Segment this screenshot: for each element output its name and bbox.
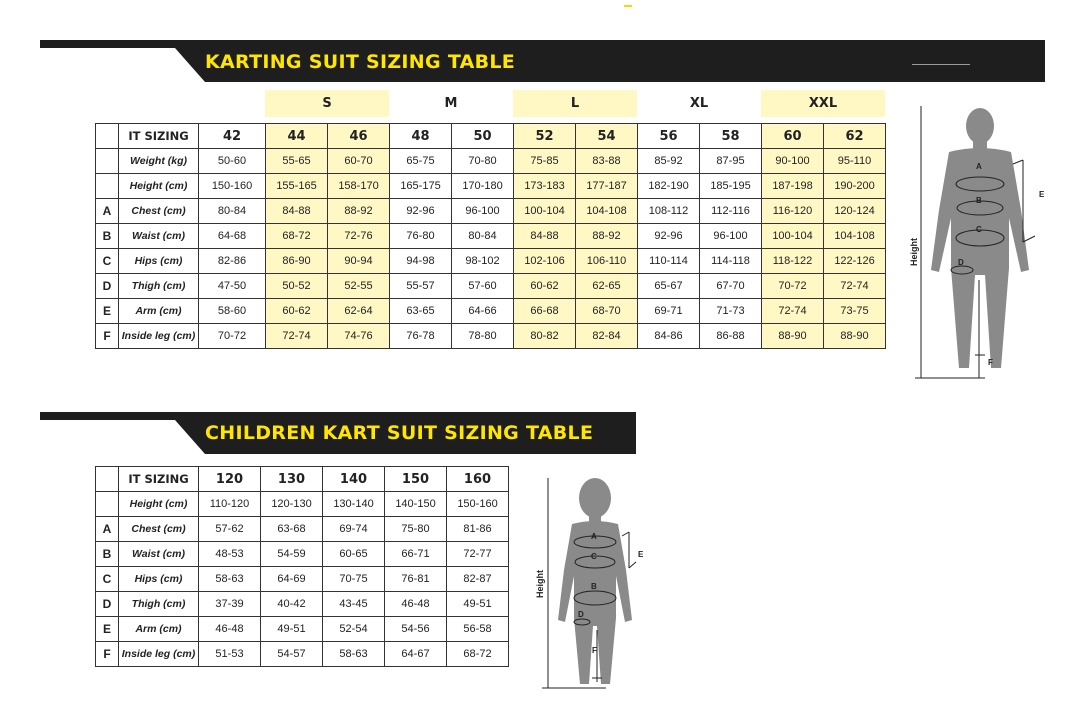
table-cell: 67-70 <box>700 274 762 299</box>
table-cell: 54-57 <box>261 642 323 667</box>
table-cell: 150-160 <box>199 174 266 199</box>
table-cell: 52-54 <box>323 617 385 642</box>
adult-sizing-table <box>95 123 886 349</box>
table-row <box>96 174 886 199</box>
table-cell: 58-63 <box>323 642 385 667</box>
table-cell: 82-86 <box>199 249 266 274</box>
table-cell: 112-116 <box>700 199 762 224</box>
row-code: D <box>96 592 119 617</box>
table-cell: 66-71 <box>385 542 447 567</box>
measure-name: Height (cm) <box>119 492 199 517</box>
table-cell: 120-130 <box>261 492 323 517</box>
table-cell: 64-66 <box>452 299 514 324</box>
table-row <box>96 324 886 349</box>
measure-name: Arm (cm) <box>119 299 199 324</box>
table-cell: 72-76 <box>328 224 390 249</box>
table-cell: 73-75 <box>824 299 886 324</box>
measure-name: Thigh (cm) <box>119 274 199 299</box>
adult-table-banner <box>0 40 1077 82</box>
table-cell: 150-160 <box>447 492 509 517</box>
table-cell: 158-170 <box>328 174 390 199</box>
measure-name: Hips (cm) <box>119 567 199 592</box>
table-cell: 88-90 <box>762 324 824 349</box>
size-cell: 56 <box>638 124 700 149</box>
table-row <box>96 542 509 567</box>
table-cell: 52-55 <box>328 274 390 299</box>
table-cell: 87-95 <box>700 149 762 174</box>
size-cell: 140 <box>323 467 385 492</box>
table-cell: 84-86 <box>638 324 700 349</box>
table-row <box>96 517 509 542</box>
table-cell: 102-106 <box>514 249 576 274</box>
table-cell: 48-53 <box>199 542 261 567</box>
table-cell: 90-100 <box>762 149 824 174</box>
table-cell: 72-77 <box>447 542 509 567</box>
table-cell: 84-88 <box>514 224 576 249</box>
table-row <box>96 617 509 642</box>
table-cell: 80-84 <box>199 199 266 224</box>
table-cell: 90-94 <box>328 249 390 274</box>
table-cell: 60-65 <box>323 542 385 567</box>
table-row <box>96 299 886 324</box>
size-cell: 120 <box>199 467 261 492</box>
table-cell: 40-42 <box>261 592 323 617</box>
table-cell: 116-120 <box>762 199 824 224</box>
figure-label-d: D <box>578 610 584 619</box>
table-cell: 74-76 <box>328 324 390 349</box>
row-code: F <box>96 642 119 667</box>
table-cell: 173-183 <box>514 174 576 199</box>
adult-table-title: KARTING SUIT SIZING TABLE <box>205 51 516 73</box>
row-code <box>96 492 119 517</box>
figure-label-b: B <box>976 196 982 205</box>
table-cell: 88-90 <box>824 324 886 349</box>
table-cell: 51-53 <box>199 642 261 667</box>
row-code <box>96 124 119 149</box>
row-code: E <box>96 617 119 642</box>
table-cell: 88-92 <box>576 224 638 249</box>
table-cell: 69-71 <box>638 299 700 324</box>
measure-name: Arm (cm) <box>119 617 199 642</box>
table-cell: 68-72 <box>447 642 509 667</box>
table-cell: 98-102 <box>452 249 514 274</box>
table-cell: 80-84 <box>452 224 514 249</box>
measure-name: Inside leg (cm) <box>119 642 199 667</box>
figure-label-c: C <box>976 225 982 234</box>
row-code: C <box>96 567 119 592</box>
size-cell: 50 <box>452 124 514 149</box>
size-group-xl: XL <box>689 96 709 111</box>
size-cell: 42 <box>199 124 266 149</box>
size-group-xxl: XXL <box>761 90 885 117</box>
table-cell: 70-75 <box>323 567 385 592</box>
table-cell: 58-63 <box>199 567 261 592</box>
row-code <box>96 467 119 492</box>
table-cell: 88-92 <box>328 199 390 224</box>
table-cell: 165-175 <box>390 174 452 199</box>
table-cell: 60-70 <box>328 149 390 174</box>
measure-name: Waist (cm) <box>119 224 199 249</box>
size-cell: 150 <box>385 467 447 492</box>
table-row <box>96 492 509 517</box>
row-code: A <box>96 199 119 224</box>
table-row <box>96 274 886 299</box>
figure-label-b: B <box>591 582 597 591</box>
table-cell: 72-74 <box>762 299 824 324</box>
table-cell: 76-78 <box>390 324 452 349</box>
row-code: A <box>96 517 119 542</box>
figure-label-f: F <box>592 646 597 655</box>
table-cell: 122-126 <box>824 249 886 274</box>
table-cell: 92-96 <box>638 224 700 249</box>
size-cell: 60 <box>762 124 824 149</box>
table-cell: 54-56 <box>385 617 447 642</box>
table-cell: 50-52 <box>266 274 328 299</box>
table-cell: 118-122 <box>762 249 824 274</box>
table-cell: 130-140 <box>323 492 385 517</box>
table-cell: 66-68 <box>514 299 576 324</box>
row-code <box>96 174 119 199</box>
table-cell: 104-108 <box>824 224 886 249</box>
table-cell: 78-80 <box>452 324 514 349</box>
row-code <box>96 149 119 174</box>
row-code: D <box>96 274 119 299</box>
table-cell: 47-50 <box>199 274 266 299</box>
table-cell: 170-180 <box>452 174 514 199</box>
size-cell: 54 <box>576 124 638 149</box>
figure-label-a: A <box>976 162 982 171</box>
table-cell: 68-72 <box>266 224 328 249</box>
size-cell: 46 <box>328 124 390 149</box>
measure-name: Hips (cm) <box>119 249 199 274</box>
table-cell: 64-67 <box>385 642 447 667</box>
table-cell: 110-114 <box>638 249 700 274</box>
measure-name: Chest (cm) <box>119 517 199 542</box>
measure-name: Waist (cm) <box>119 542 199 567</box>
table-cell: 62-65 <box>576 274 638 299</box>
table-cell: 70-80 <box>452 149 514 174</box>
table-cell: 57-62 <box>199 517 261 542</box>
table-cell: 114-118 <box>700 249 762 274</box>
table-row <box>96 199 886 224</box>
table-cell: 72-74 <box>266 324 328 349</box>
table-cell: 177-187 <box>576 174 638 199</box>
table-cell: 84-88 <box>266 199 328 224</box>
size-group-l: L <box>513 90 637 117</box>
table-cell: 187-198 <box>762 174 824 199</box>
table-cell: 49-51 <box>447 592 509 617</box>
table-cell: 83-88 <box>576 149 638 174</box>
table-cell: 55-57 <box>390 274 452 299</box>
table-cell: 46-48 <box>199 617 261 642</box>
table-row <box>96 224 886 249</box>
table-cell: 75-85 <box>514 149 576 174</box>
figure-label-d: D <box>958 258 964 267</box>
row-code: B <box>96 224 119 249</box>
size-group-s: S <box>265 90 389 117</box>
table-cell: 80-82 <box>514 324 576 349</box>
row-code: F <box>96 324 119 349</box>
table-cell: 70-72 <box>199 324 266 349</box>
table-cell: 96-100 <box>452 199 514 224</box>
table-cell: 65-75 <box>390 149 452 174</box>
children-table-title: CHILDREN KART SUIT SIZING TABLE <box>205 422 594 444</box>
table-row <box>96 149 886 174</box>
table-cell: 63-68 <box>261 517 323 542</box>
size-cell: 62 <box>824 124 886 149</box>
figure-height-label: Height <box>909 238 919 266</box>
table-cell: 49-51 <box>261 617 323 642</box>
figure-height-label: Height <box>535 570 545 598</box>
top-accent-mark <box>624 5 632 7</box>
table-cell: 58-60 <box>199 299 266 324</box>
table-cell: 70-72 <box>762 274 824 299</box>
table-cell: 75-80 <box>385 517 447 542</box>
table-cell: 50-60 <box>199 149 266 174</box>
table-cell: 95-110 <box>824 149 886 174</box>
table-cell: 68-70 <box>576 299 638 324</box>
adult-body-figure <box>905 100 1055 385</box>
table-cell: 60-62 <box>266 299 328 324</box>
table-cell: 54-59 <box>261 542 323 567</box>
child-body-figure <box>530 470 660 695</box>
measure-name: Chest (cm) <box>119 199 199 224</box>
table-cell: 55-65 <box>266 149 328 174</box>
size-cell: 52 <box>514 124 576 149</box>
measure-name: Thigh (cm) <box>119 592 199 617</box>
figure-label-a: A <box>591 532 597 541</box>
table-cell: 86-88 <box>700 324 762 349</box>
table-cell: 82-87 <box>447 567 509 592</box>
row-code: B <box>96 542 119 567</box>
table-cell: 69-74 <box>323 517 385 542</box>
table-row <box>96 592 509 617</box>
table-cell: 104-108 <box>576 199 638 224</box>
table-cell: 64-68 <box>199 224 266 249</box>
table-cell: 96-100 <box>700 224 762 249</box>
size-cell: 44 <box>266 124 328 149</box>
table-cell: 94-98 <box>390 249 452 274</box>
table-cell: 140-150 <box>385 492 447 517</box>
table-cell: 182-190 <box>638 174 700 199</box>
table-cell: 76-80 <box>390 224 452 249</box>
table-cell: 46-48 <box>385 592 447 617</box>
measure-name: Height (cm) <box>119 174 199 199</box>
table-row <box>96 124 886 149</box>
banner-divider-line <box>912 64 970 65</box>
table-cell: 60-62 <box>514 274 576 299</box>
row-code: C <box>96 249 119 274</box>
table-cell: 71-73 <box>700 299 762 324</box>
size-cell: 58 <box>700 124 762 149</box>
table-cell: 65-67 <box>638 274 700 299</box>
table-cell: 56-58 <box>447 617 509 642</box>
size-group-m: M <box>444 96 458 111</box>
figure-label-f: F <box>988 358 993 367</box>
table-cell: 86-90 <box>266 249 328 274</box>
size-cell: 130 <box>261 467 323 492</box>
size-cell: 48 <box>390 124 452 149</box>
table-row <box>96 467 509 492</box>
table-cell: 43-45 <box>323 592 385 617</box>
table-cell: 100-104 <box>762 224 824 249</box>
adult-silhouette <box>905 100 1055 385</box>
size-label: IT SIZING <box>119 124 199 149</box>
row-code: E <box>96 299 119 324</box>
table-cell: 106-110 <box>576 249 638 274</box>
table-cell: 37-39 <box>199 592 261 617</box>
table-row <box>96 567 509 592</box>
table-cell: 64-69 <box>261 567 323 592</box>
table-cell: 155-165 <box>266 174 328 199</box>
children-table-banner <box>0 412 640 454</box>
table-cell: 190-200 <box>824 174 886 199</box>
figure-label-e: E <box>1039 190 1045 199</box>
figure-label-e: E <box>638 550 644 559</box>
table-cell: 85-92 <box>638 149 700 174</box>
table-cell: 63-65 <box>390 299 452 324</box>
size-cell: 160 <box>447 467 509 492</box>
size-label: IT SIZING <box>119 467 199 492</box>
table-cell: 76-81 <box>385 567 447 592</box>
table-row <box>96 642 509 667</box>
table-cell: 62-64 <box>328 299 390 324</box>
table-cell: 120-124 <box>824 199 886 224</box>
table-row <box>96 249 886 274</box>
table-cell: 92-96 <box>390 199 452 224</box>
table-cell: 57-60 <box>452 274 514 299</box>
table-cell: 110-120 <box>199 492 261 517</box>
measure-name: Inside leg (cm) <box>119 324 199 349</box>
figure-label-c: C <box>591 552 597 561</box>
table-cell: 185-195 <box>700 174 762 199</box>
table-cell: 72-74 <box>824 274 886 299</box>
table-cell: 100-104 <box>514 199 576 224</box>
table-cell: 108-112 <box>638 199 700 224</box>
table-cell: 82-84 <box>576 324 638 349</box>
table-cell: 81-86 <box>447 517 509 542</box>
measure-name: Weight (kg) <box>119 149 199 174</box>
children-sizing-table <box>95 466 509 667</box>
adult-banner-shape <box>0 40 1077 82</box>
